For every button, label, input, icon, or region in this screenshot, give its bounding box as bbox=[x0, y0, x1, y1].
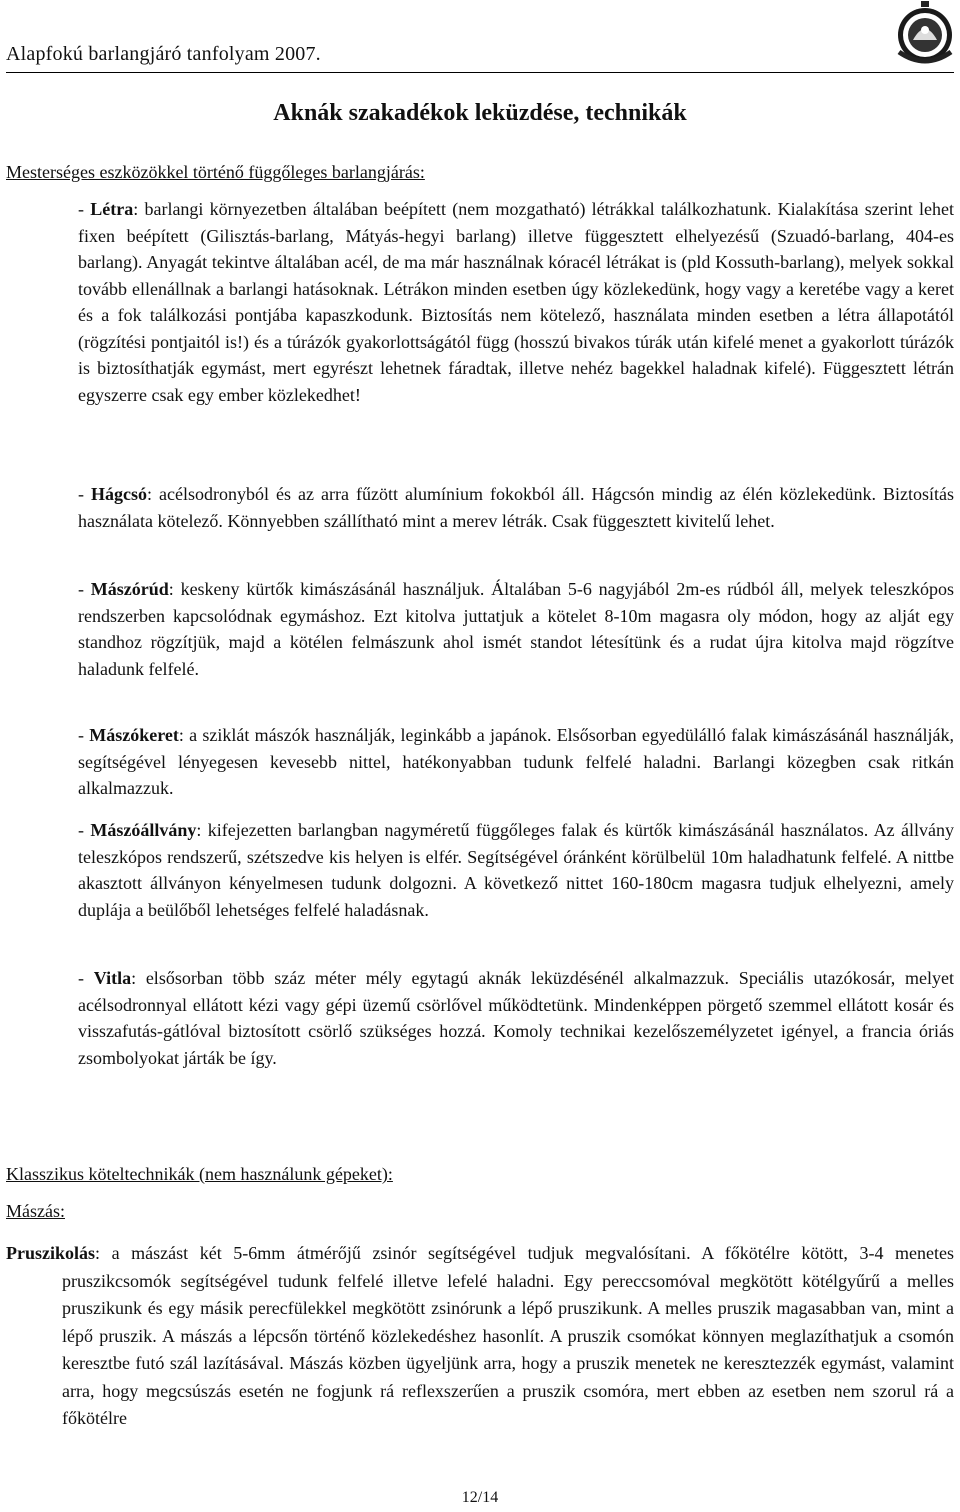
paragraph-letra bbox=[78, 196, 954, 408]
term-maszokeret: Mászókeret bbox=[89, 725, 179, 745]
page-number: 12/14 bbox=[461, 1489, 499, 1506]
dash: - bbox=[78, 484, 92, 504]
term-maszorud: Mászórúd bbox=[90, 579, 169, 599]
dash: - bbox=[78, 579, 91, 599]
paragraph-vitla bbox=[78, 965, 954, 1071]
dash: - bbox=[78, 820, 91, 840]
section-heading-classic: Klasszikus köteltechnikák (nem használunk gépeket): bbox=[6, 1164, 393, 1184]
paragraph-maszorud bbox=[78, 576, 954, 682]
text-maszorud: : keskeny kürtők kimászásánál használjuk. Általában 5-6 nagyjából 2m-es rúdból áll, melyek teleszkópos rendszerben kapcsolódnak egymáshoz. Ezt kitolva juttatjuk a kötelet 8-10m magasra oly módon, hogy az alját egy standhoz rögzítjük, majd a kötélen felmászunk ahol ismét standot létesítünk és a rudat újra kitolva majd rögzítve haladunk felfelé. bbox=[78, 579, 954, 679]
term-letra: Létra bbox=[90, 199, 134, 219]
text-vitla: : elsősorban több száz méter mély egytagú aknák leküzdésénél alkalmazzuk. Speciális utazókosár, melyet acélsodronnyal ellátott kézi vagy gépi üzemű csörlővel működtetünk. Mindenképpen pörgető szemmel ellátott kosár és visszafutás-gátlóval biztosított csörlő szükséges hozzá. Komoly technikai kezelőszemélyzetet igényel, a francia óriás zsombolyokat járták be így. bbox=[78, 968, 955, 1068]
term-maszoallvany: Mászóállvány bbox=[90, 820, 197, 840]
header-rule bbox=[6, 72, 954, 73]
text-maszoallvany: : kifejezetten barlangban nagyméretű függőleges falak és kürtők kimászásánál használatos. Az állvány teleszkópos rendszerű, szétszedve kis helyen is elfér. Segítségével óránként körülbelül 10m haladhatunk felfelé. A nittbe akasztott állványon kényelmesen tudunk dolgozni. A következő nittet 160-180cm magasra tudjuk elhelyezni, amely duplája a beülőből lehetséges felfelé haladásnak. bbox=[78, 820, 955, 920]
term-vitla: Vitla bbox=[93, 968, 132, 988]
text-pruszikolas: : a mászást két 5-6mm átmérőjű zsinór segítségével tudjuk megvalósítani. A főkötélre kötött, 3-4 menetes pruszikcsomók segítségével tudunk felfelé illetve lefelé haladni. Egy pereccsomóval megkötött kötélgyűrű a melles pruszikunk és egy másik perecfülekkel megkötött zsinórunk a lépő pruszikunk. A melles pruszik magasabban van, mint a lépő pruszik. A mászás a lépcsőn történő közlekedéshez hasonlít. A pruszik csomókat könnyen meglazíthatjuk a csomón keresztbe futó szál lazításával. Mászás közben ügyeljünk arra, hogy a pruszik menetek ne keresztezzék egymást, valamint arra, hogy megcsúszás esetén ne fogjunk rá reflexszerűen a pruszik csomóra, mert ebben az esetben nem szorul rá a főkötélre bbox=[62, 1243, 954, 1428]
section-heading-artificial: Mesterséges eszközökkel történő függőleges barlangjárás: bbox=[6, 162, 425, 182]
text-hagcso: : acélsodronyból és az arra fűzött alumínium fokokból áll. Hágcsón mindig az élén közlekedünk. Biztosítás használata kötelező. Könnyebben szállítható mint a merev létrák. Csak függesztett kivitelű lehet. bbox=[78, 484, 954, 531]
header-title: Alapfokú barlangjáró tanfolyam 2007. bbox=[6, 43, 321, 65]
subheading-maszas: Mászás: bbox=[6, 1201, 65, 1221]
term-hagcso: Hágcsó bbox=[91, 484, 148, 504]
term-pruszikolas: Pruszikolás bbox=[6, 1243, 96, 1263]
text-letra: : barlangi környezetben általában beépített (nem mozgatható) létrákkal találkozhatunk. Kialakítása szerint lehet fixen beépített (Gilisztás-barlang, Mátyás-hegyi barlang) illetve függesztett elhelyezésű (Szuadó-barlang, 404-es barlang). Anyagát tekintve általában acél, de ma már használnak kóracél létrákat is (pld Kossuth-barlang), melyek sokkal tovább ellenállnak a barlangi hatásoknak. Létrákon minden esetben úgy közlekedünk, hogy vagy a keretébe vagy a keret és a fok találkozási pontjába kapaszkodunk. Biztosítás nem kötelező, használata minden esetben a létra állapotától (rögzítési pontjaitól is!) és a túrázók gyakorlottságától függ (hosszú bivakos túrák után kifelé menet a gyakorlott túrázók is biztosíthatják egymást, mert egyrészt lehetnek fáradtak, illetve nehéz bagekkel haladnak kifelé). Függesztett létrán egyszerre csak egy ember közlekedhet! bbox=[78, 199, 954, 405]
dash: - bbox=[78, 968, 94, 988]
dash: - bbox=[78, 199, 91, 219]
paragraph-maszokeret bbox=[78, 722, 954, 802]
paragraph-maszoallvany bbox=[78, 817, 954, 923]
page-title: Aknák szakadékok leküzdése, technikák bbox=[273, 100, 687, 126]
paragraph-pruszikolas bbox=[6, 1240, 954, 1433]
text-maszokeret: : a sziklát mászók használják, leginkább a japánok. Elsősorban egyedülálló falak kimászásánál használják, segítségével lényegesen kevesebb nittel, hatékonyabban tudunk felfelé haladni. Barlangi közegben csak ritkán alkalmazzuk. bbox=[78, 725, 955, 798]
paragraph-hagcso bbox=[78, 481, 954, 534]
dash: - bbox=[78, 725, 90, 745]
caving-club-logo-icon bbox=[893, 0, 957, 66]
